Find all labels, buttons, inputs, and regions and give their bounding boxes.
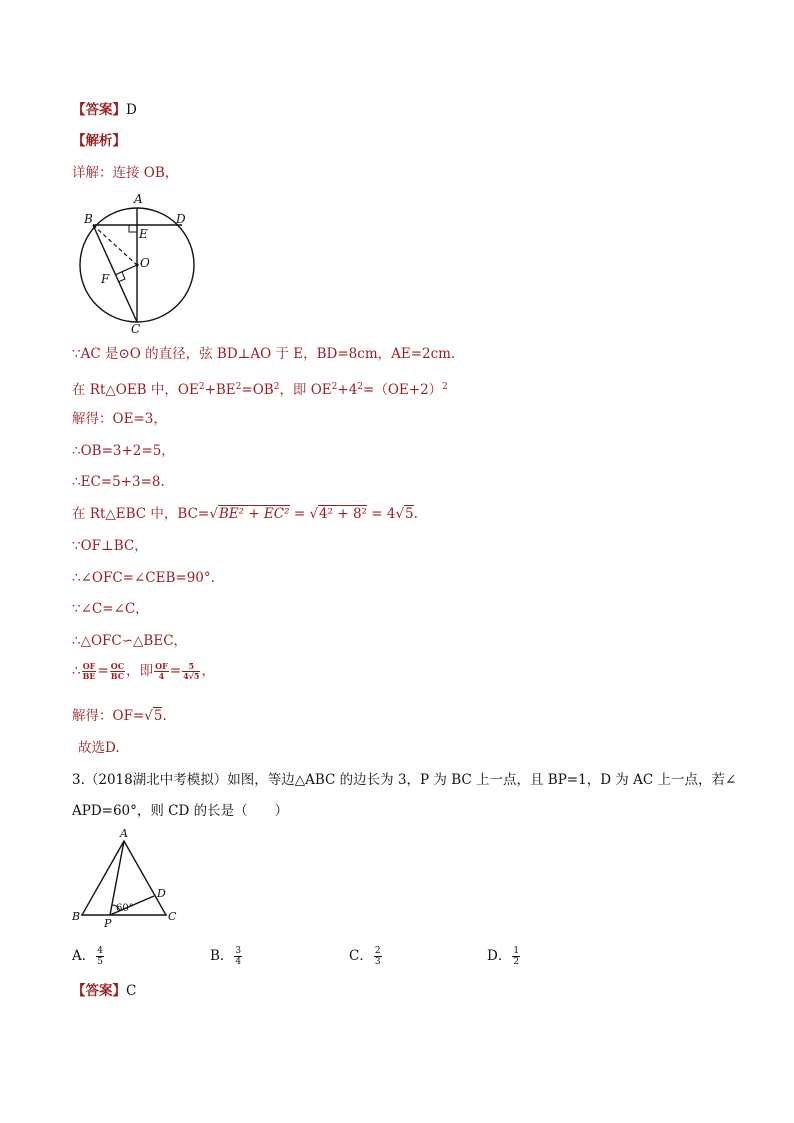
label-c: C [131, 322, 141, 336]
option-d: D． $\frac{1}{2}$ [487, 946, 520, 967]
solution-line-9: ∵∠C=∠C， [72, 601, 149, 617]
solution-line-10: ∴△OFC∽△BEC， [72, 633, 188, 649]
label-a: A [134, 192, 143, 206]
solution-line-2: 在 Rt△OEB 中，$OE^2+BE^2=OB^2$，即 $OE^2+4^2=(OE+2)^2$ [72, 382, 448, 398]
question-3-line-1: 3.（2018湖北中考模拟）如图，等边△ABC 的边长为 3，P 为 BC 上一点，且 BP=1，D 为 AC 上一点，若∠ [72, 772, 737, 788]
solution-line-1: ∵AC 是⊙O 的直径，弦 BD⊥AO 于 E，BD=8cm，AE=2cm. [72, 346, 456, 362]
answer-value: C [126, 983, 137, 999]
right-angle-e [129, 225, 137, 232]
segment-ob [93, 225, 137, 265]
segment-of [115, 265, 137, 275]
triangle-figure [68, 826, 188, 930]
solution-line-4: ∴OB=3+2=5， [72, 443, 175, 459]
label-b: B [84, 212, 93, 226]
solution-conclusion: 故选D. [78, 740, 120, 756]
label-f: F [101, 272, 110, 286]
answer-line-q2 [72, 101, 137, 119]
solution-line-8: ∴∠OFC=∠CEB=90°. [72, 570, 215, 586]
label-b: B [72, 910, 81, 923]
label-o: O [140, 256, 150, 270]
answer-line-q3 [72, 982, 136, 1000]
solution-line-3: 解得：OE=3， [72, 411, 167, 427]
analysis-intro: 详解：连接 OB， [72, 165, 179, 181]
option-b: B． $\frac{3}{4}$ [210, 946, 242, 967]
answer-tag: 【答案】 [72, 102, 126, 118]
label-e: E [139, 227, 148, 241]
circle-figure [70, 188, 205, 336]
label-d: D [176, 212, 186, 226]
solution-line-11: ∴ $\frac{OF}{BE}$ = $\frac{OC}{BC}$ ，即 $\frac{OF}{4}$ = $\frac{5}{4√5}$ ， [72, 661, 215, 681]
solution-line-6: 在 Rt△EBC 中，BC=√BE² + EC² = √4² + 8² = 4√5. [72, 506, 418, 522]
analysis-tag: 【解析】 [72, 133, 126, 149]
solution-line-5: ∴EC=5+3=8. [72, 474, 165, 490]
label-c: C [168, 910, 177, 923]
label-a: A [120, 827, 128, 840]
answer-value: D [126, 102, 137, 118]
option-c: C． $\frac{2}{3}$ [349, 946, 381, 967]
label-d: D [157, 887, 166, 900]
solution-line-7: ∵OF⊥BC， [72, 538, 148, 554]
angle-label: 60° [116, 903, 134, 914]
label-p: P [104, 917, 112, 930]
option-a: A． $\frac{4}{5}$ [72, 946, 103, 967]
answer-tag: 【答案】 [72, 983, 126, 999]
question-3-line-2: APD=60°，则 CD 的长是（ ） [72, 803, 289, 819]
solution-line-12: 解得：OF=√5. [72, 708, 167, 724]
